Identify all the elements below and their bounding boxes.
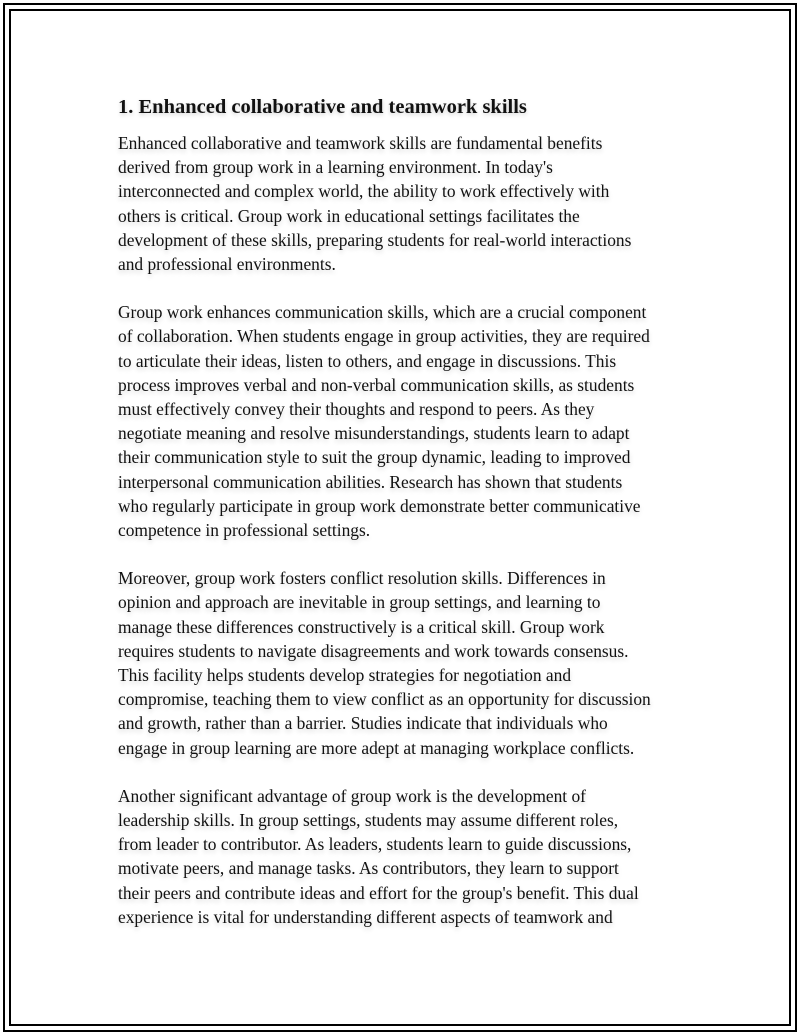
paragraph [118,566,690,760]
text-line: from leader to contributor. As leaders, students learn to guide discussions, [118,834,632,855]
section-heading: 1. Enhanced collaborative and teamwork skills [118,96,527,118]
text-line: interconnected and complex world, the ability to work effectively with [118,181,610,202]
text-line: leadership skills. In group settings, students may assume different roles, [118,810,619,831]
text-line: This facility helps students develop strategies for negotiation and [118,665,572,686]
text-line: manage these differences constructively is a critical skill. Group work [118,616,605,637]
text-line: Moreover, group work fosters conflict resolution skills. Differences in [118,568,606,589]
text-line: negotiate meaning and resolve misunderstandings, students learn to adapt [118,423,630,444]
text-line: motivate peers, and manage tasks. As contributors, they learn to support [118,858,619,879]
text-line: who regularly participate in group work demonstrate better communicative [118,495,641,516]
paragraph [118,131,690,276]
text-line: Another significant advantage of group work is the development of [118,785,586,806]
text-line: must effectively convey their thoughts and respond to peers. As they [118,399,595,420]
text-line: and professional environments. [118,254,336,275]
text-line: compromise, teaching them to view conflict as an opportunity for discussion [118,689,651,710]
text-line: process improves verbal and non-verbal communication skills, as students [118,374,635,395]
text-line: and growth, rather than a barrier. Studies indicate that individuals who [118,713,608,734]
text-line: experience is vital for understanding different aspects of teamwork and [118,906,613,927]
text-line: their communication style to suit the group dynamic, leading to improved [118,447,631,468]
text-line: Enhanced collaborative and teamwork skills are fundamental benefits [118,133,603,153]
text-line: to articulate their ideas, listen to others, and engage in discussions. This [118,350,617,371]
text-line: their peers and contribute ideas and effort for the group's benefit. This dual [118,882,639,903]
text-line: competence in professional settings. [118,520,371,541]
document-body [118,93,690,929]
text-line: derived from group work in a learning environment. In today's [118,157,553,178]
paragraph [118,300,690,542]
text-line: engage in group learning are more adept at managing workplace conflicts. [118,737,635,758]
text-line: opinion and approach are inevitable in group settings, and learning to [118,592,601,613]
paragraph [118,784,690,929]
text-line: interpersonal communication abilities. Research has shown that students [118,471,623,492]
text-line: development of these skills, preparing students for real-world interactions [118,229,632,250]
text-line: others is critical. Group work in educational settings facilitates the [118,205,580,226]
text-line: of collaboration. When students engage in group activities, they are required [118,326,650,347]
text-line: requires students to navigate disagreements and work towards consensus. [118,640,629,661]
text-line: Group work enhances communication skills, which are a crucial component [118,302,647,323]
